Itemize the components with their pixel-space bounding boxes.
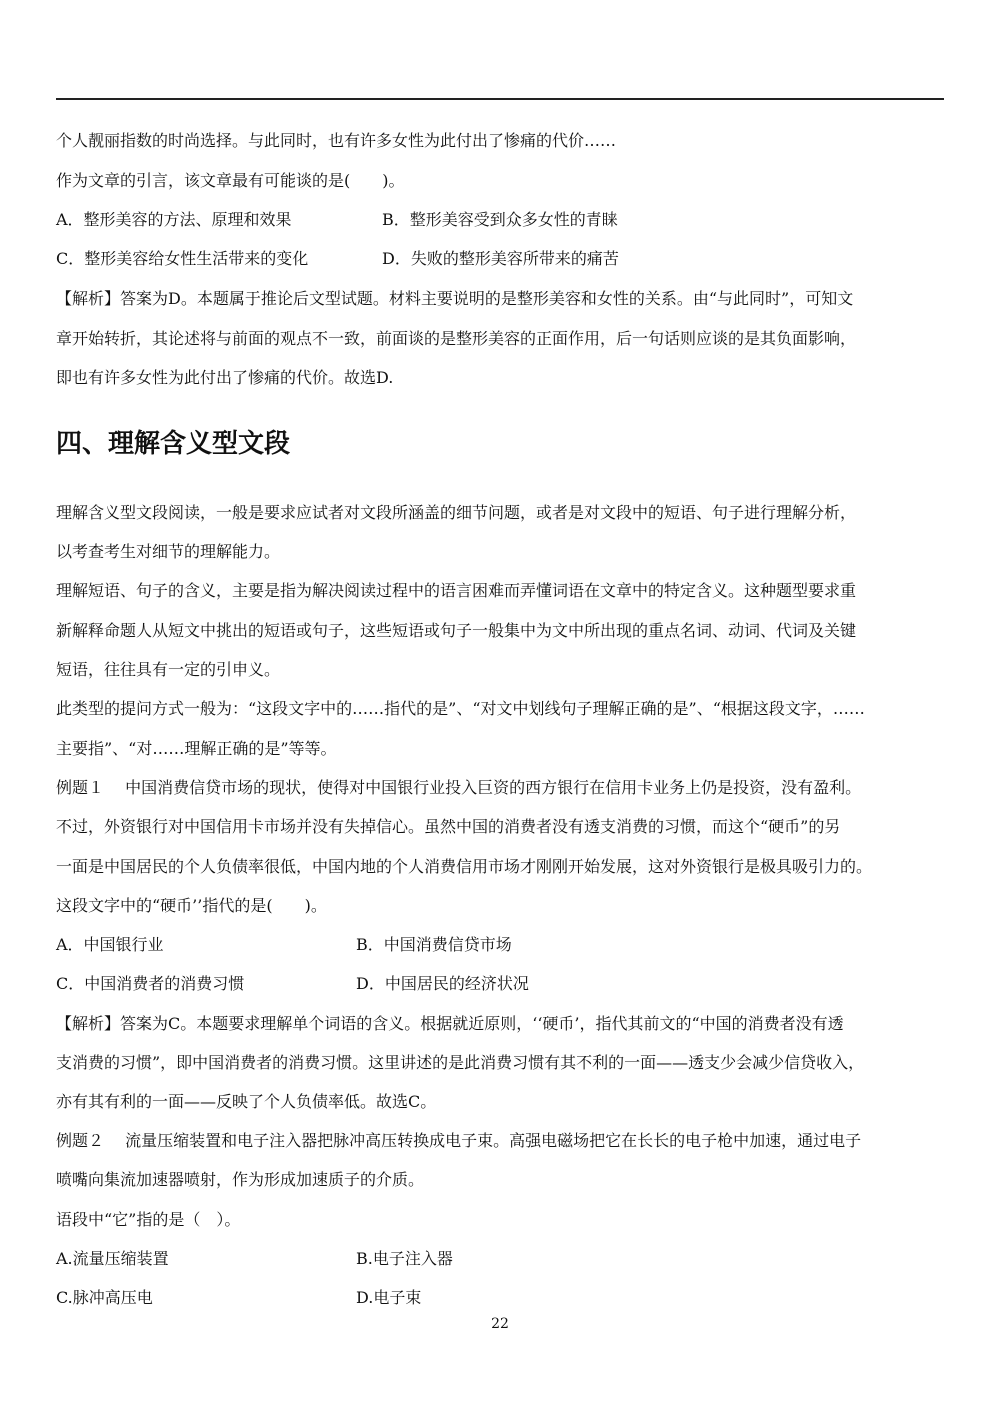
example2-option-a: A.流量压缩装置 (56, 1249, 169, 1268)
example1-option-a: A．中国银行业 (56, 935, 164, 954)
example2-option-d: D.电子束 (356, 1288, 422, 1307)
example1-analysis: 亦有其有利的一面——反映了个人负债率低。故选C。 (56, 1092, 437, 1111)
example2-line: 喷嘴向集流加速器喷射，作为形成加速质子的介质。 (56, 1170, 425, 1189)
analysis-line: 即也有许多女性为此付出了惨痛的代价。故选D. (56, 368, 394, 387)
page-number: 22 (491, 1316, 509, 1332)
option-c: C．整形美容给女性生活带来的变化 (56, 249, 309, 268)
intro-line: 以考查考生对细节的理解能力。 (56, 542, 281, 561)
analysis-line: 章开始转折，其论述将与前面的观点不一致，前面谈的是整形美容的正面作用，后一句话则应谈的是其负面影响， (56, 329, 857, 348)
example2-line: 例题２ 流量压缩装置和电子注入器把脉冲高压转换成电子束。高强电磁场把它在长长的电子枪中加速，通过电子 (56, 1131, 862, 1150)
example1-line: 一面是中国居民的个人负债率很低，中国内地的个人消费信用市场才刚刚开始发展，这对外资银行是极具吸引力的。 (56, 857, 873, 876)
example1-analysis: 支消费的习惯”，即中国消费者的消费习惯。这里讲述的是此消费习惯有其不利的一面——透支少会减少信贷收入， (56, 1053, 865, 1072)
example1-option-d: D．中国居民的经济状况 (356, 974, 529, 993)
intro-line: 此类型的提问方式一般为：“这段文字中的……指代的是”、“对文中划线句子理解正确的是”、“根据这段文字，…… (56, 699, 865, 718)
intro-line: 理解含义型文段阅读，一般是要求应试者对文段所涵盖的细节问题，或者是对文段中的短语、句子进行理解分析， (56, 503, 857, 522)
header-rule (56, 98, 944, 100)
example2-option-b: B.电子注入器 (356, 1249, 453, 1268)
example1-question: 这段文字中的“硬币’’指代的是( )。 (56, 896, 327, 915)
intro-line: 新解释命题人从短文中挑出的短语或句子，这些短语或句子一般集中为文中所出现的重点名词、动词、代词及关键 (56, 621, 857, 640)
text-line: 个人靓丽指数的时尚选择。与此同时，也有许多女性为此付出了惨痛的代价…… (56, 131, 617, 150)
example2-option-c: C.脉冲高压电 (56, 1288, 153, 1307)
example1-option-b: B．中国消费信贷市场 (356, 935, 512, 954)
intro-line: 短语，往往具有一定的引申义。 (56, 660, 281, 679)
option-d: D．失败的整形美容所带来的痛苦 (382, 249, 619, 268)
example1-analysis: 【解析】答案为C。本题要求理解单个词语的含义。根据就近原则，‘‘硬币’，指代其前文的“中国的消费者没有透 (56, 1014, 844, 1033)
intro-line: 理解短语、句子的含义，主要是指为解决阅读过程中的语言困难而弄懂词语在文章中的特定含义。这种题型要求重 (56, 581, 857, 600)
option-a: A．整形美容的方法、原理和效果 (56, 210, 292, 229)
section-heading: 四、理解含义型文段 (56, 429, 291, 459)
question-line: 作为文章的引言，该文章最有可能谈的是( )。 (56, 171, 405, 190)
example1-option-c: C．中国消费者的消费习惯 (56, 974, 245, 993)
example1-line: 不过，外资银行对中国信用卡市场并没有失掉信心。虽然中国的消费者没有透支消费的习惯，而这个“硬币”的另 (56, 817, 841, 836)
intro-line: 主要指”、“对……理解正确的是”等等。 (56, 739, 337, 758)
example1-line: 例题１ 中国消费信贷市场的现状，使得对中国银行业投入巨资的西方银行在信用卡业务上仍是投资，没有盈利。 (56, 778, 862, 797)
example2-question: 语段中“它”指的是（ ）。 (56, 1210, 241, 1229)
analysis-line: 【解析】答案为D。本题属于推论后文型试题。材料主要说明的是整形美容和女性的关系。由“与此同时”，可知文 (56, 289, 854, 308)
option-b: B．整形美容受到众多女性的青睐 (382, 210, 618, 229)
